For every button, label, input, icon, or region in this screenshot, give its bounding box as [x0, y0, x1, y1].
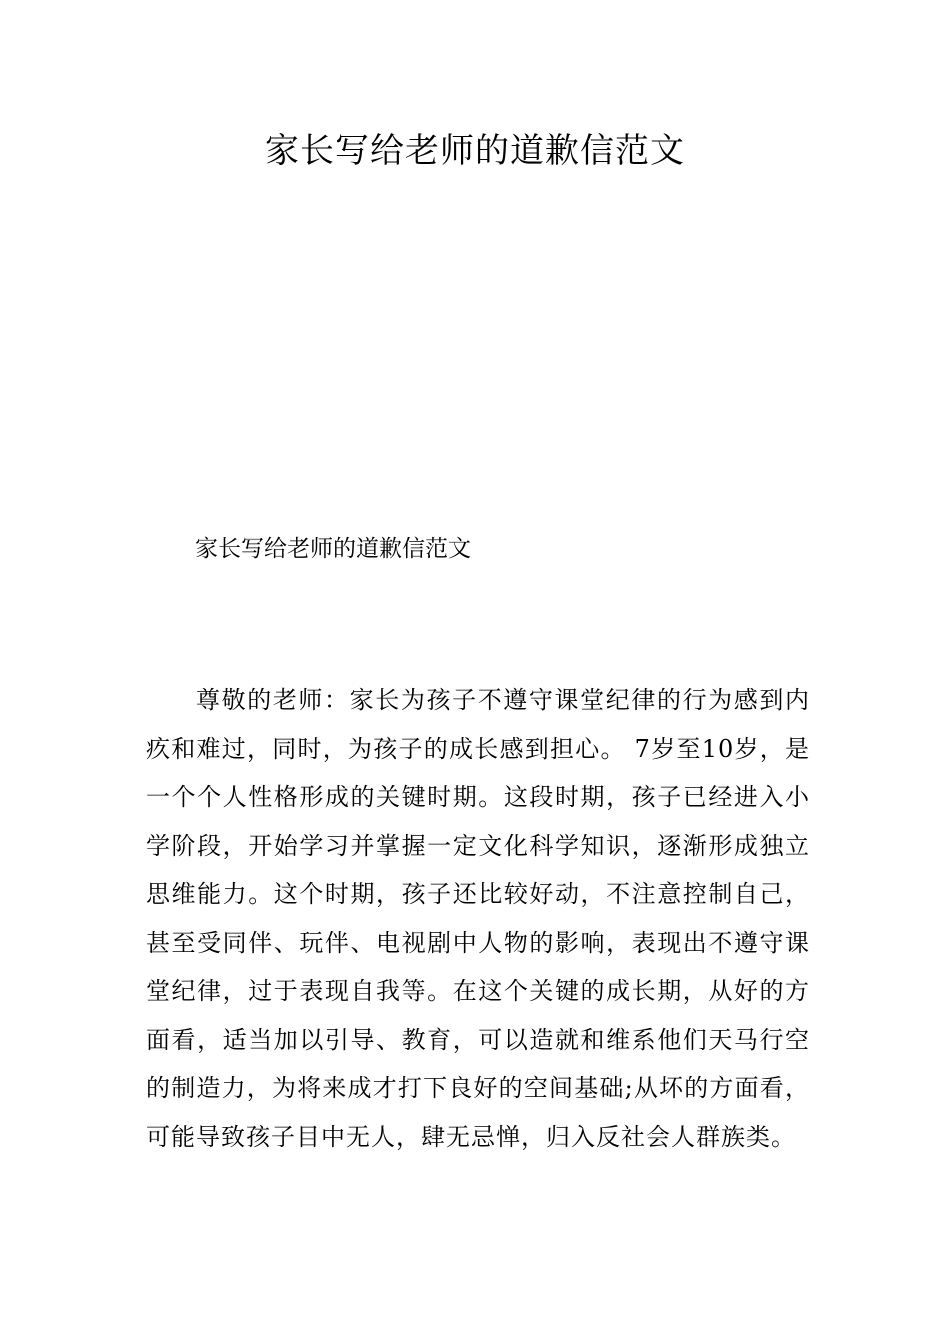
document-title: 家长写给老师的道歉信范文: [265, 131, 685, 171]
document-subtitle: 家长写给老师的道歉信范文: [195, 536, 471, 562]
body-paragraph: 尊敬的老师：家长为孩子不遵守课堂纪律的行为感到内疚和难过，同时，为孩子的成长感到担心。 7岁至10岁，是一个个人性格形成的关键时期。这段时期，孩子已经进入小学阶段，开始学习并掌握一定文化科学知识，逐渐形成独立思维能力。这个时期，孩子还比较好动，不注意控制自己，甚至受同伴、玩伴、电视剧中人物的影响，表现出不遵守课堂纪律，过于表现自我等。在这个关键的成长期，从好的方面看，适当加以引导、教育，可以造就和维系他们天马行空的制造力，为将来成才打下良好的空间基础;从坏的方面看，可能导致孩子目中无人，肆无忌惮，归入反社会人群族类。: [146, 686, 810, 1151]
